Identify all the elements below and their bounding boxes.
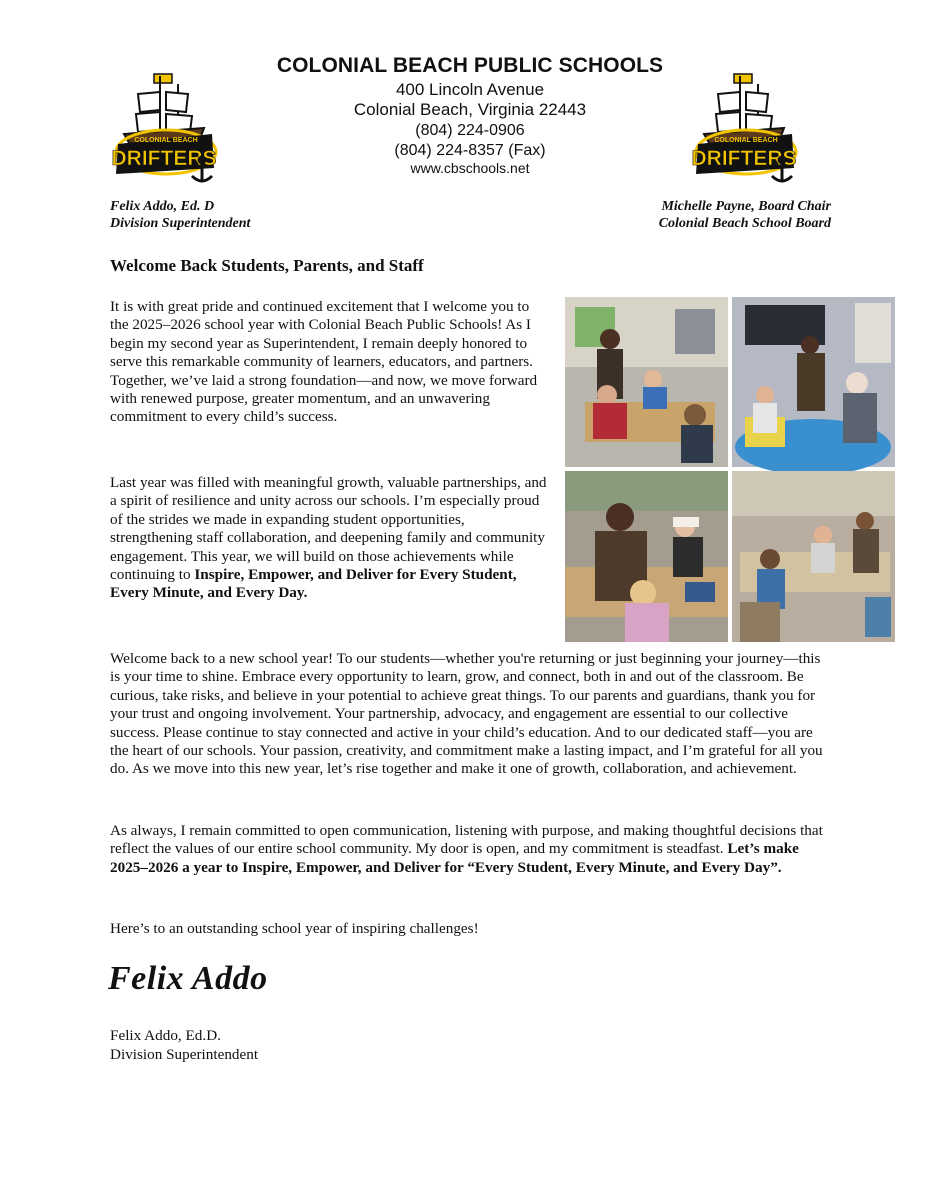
paragraph-5: Here’s to an outstanding school year of inspiring challenges! <box>110 920 479 937</box>
closing-title: Division Superintendent <box>110 1046 259 1063</box>
paragraph-1: It is with great pride and continued excitement that I welcome you to the 2025–2026 school year with Colonial Beach Public Schools! As I begin my second year as Superintendent, I remain deeply honored to serve this remarkable community of learners, educators, and partners. Together, we’ve laid a strong foundation—and now, we move forward with renewed purpose, greater momentum, and an unwavering commitment to every child’s success. <box>110 298 538 426</box>
board-chair-block <box>659 198 831 232</box>
logo-text-top: COLONIAL BEACH <box>134 137 198 144</box>
board-chair-title: Colonial Beach School Board <box>658 216 831 231</box>
classroom-photo-3 <box>565 471 728 642</box>
classroom-photo-2 <box>732 297 895 475</box>
closing-block <box>110 1026 258 1064</box>
classroom-photo-1 <box>565 297 728 467</box>
school-city: Colonial Beach, Virginia 22443 <box>353 100 587 119</box>
logo-text-main: DRIFTERS <box>691 147 797 170</box>
school-fax: (804) 224-8357 (Fax) <box>394 142 546 159</box>
paragraph-2-text: Last year was filled with meaningful growth, valuable partnerships, and a spirit of resilience and unity across our schools. I’m especially proud of the strides we made in expanding student opportunities, strengthening staff collaboration, and deepening family and community engagement. This year, we will build on those achievements while continuing to <box>110 474 547 584</box>
superintendent-block <box>110 198 250 232</box>
paragraph-4-motto: Let’s make 2025–2026 a year to Inspire, Empower, and Deliver for “Every Student, Every Minute, and Every Day”. <box>110 840 799 876</box>
school-name: COLONIAL BEACH PUBLIC SCHOOLS <box>276 54 664 77</box>
logo-text-main: DRIFTERS <box>111 147 217 170</box>
paragraph-4-text: As always, I remain committed to open communication, listening with purpose, and making thoughtful decisions that reflect the values of our entire school community. My door is open, and my commitment is steadfast. <box>110 822 823 858</box>
superintendent-name: Felix Addo, Ed. D <box>110 199 215 214</box>
handwritten-signature: Felix Addo <box>108 960 268 997</box>
classroom-photo-collage <box>565 297 895 642</box>
school-phone: (804) 224-0906 <box>415 122 525 139</box>
paragraph-2 <box>110 474 550 603</box>
superintendent-title: Division Superintendent <box>110 216 251 231</box>
classroom-photo-4 <box>732 471 895 642</box>
closing-name: Felix Addo, Ed.D. <box>110 1027 221 1044</box>
school-address: 400 Lincoln Avenue <box>395 80 545 99</box>
letter-title: Welcome Back Students, Parents, and Staff <box>110 256 424 275</box>
paragraph-4 <box>110 822 830 877</box>
paragraph-2-motto: Inspire, Empower, and Deliver for Every Student, Every Minute, and Every Day. <box>110 566 517 602</box>
board-chair-name: Michelle Payne, Board Chair <box>661 199 831 214</box>
school-website[interactable]: www.cbschools.net <box>410 160 530 176</box>
paragraph-3: Welcome back to a new school year! To our students—whether you're returning or just beginning your journey—this is your time to shine. Embrace every opportunity to learn, grow, and connect, both in and out of the classroom. Be curious, take risks, and believe in your potential to achieve great things. To our parents and guardians, thank you for your trust and ongoing involvement. Your partnership, advocacy, and engagement are essential to our collective success. Please continue to stay connected and active in your child’s education. And to our dedicated staff—you are the heart of our schools. Your passion, creativity, and commitment make a lasting impact, and I’m grateful for all you do. As we move into this new year, let’s rise together and make it one of growth, collaboration, and achievement. <box>110 650 823 778</box>
logo-text-top: COLONIAL BEACH <box>714 137 778 144</box>
